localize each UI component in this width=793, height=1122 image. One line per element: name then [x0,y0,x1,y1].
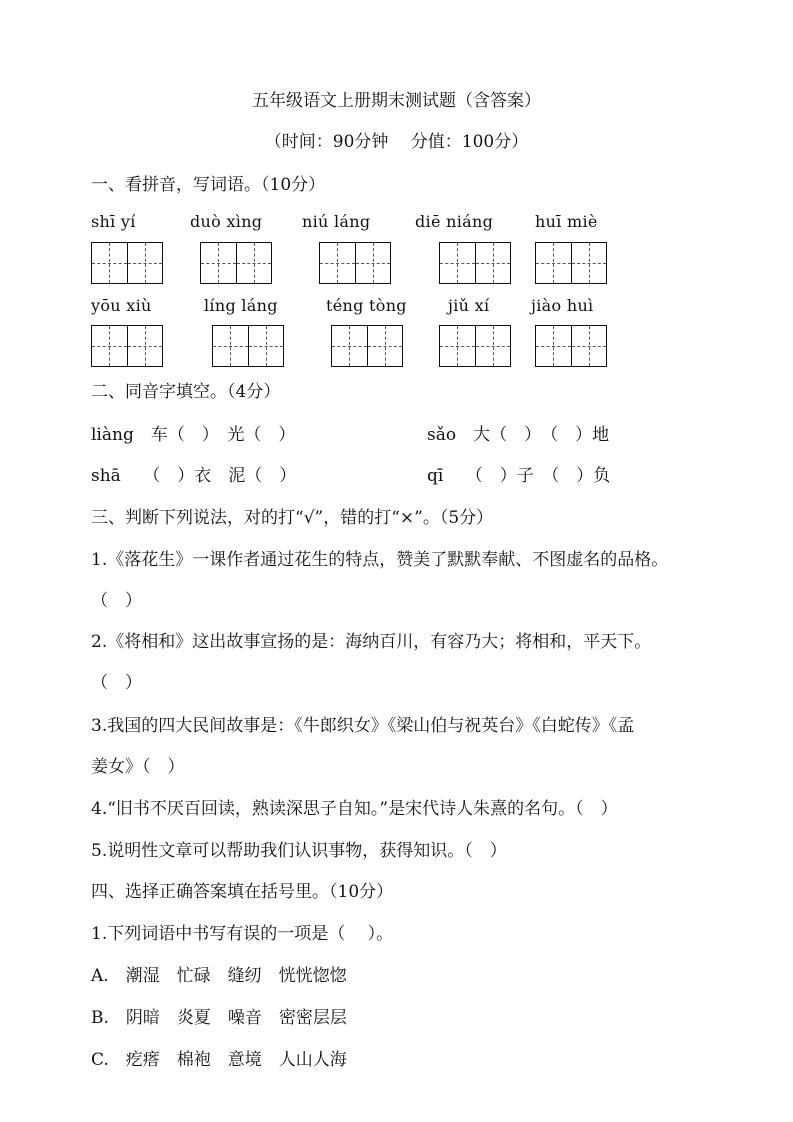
judgement-3: 3.我国的四大民间故事是：《牛郎织女》《梁山伯与祝英台》《白蛇传》《孟 [91,716,635,736]
writing-grid[interactable] [439,242,511,284]
pinyin-9: jiǔ xí [448,296,490,315]
pinyin-2: duò xìng [190,212,263,231]
pinyin-5: huī miè [535,212,598,231]
writing-grid[interactable] [212,325,284,367]
writing-grid[interactable] [91,242,163,284]
judgement-1-answer[interactable]: （ ） [91,591,142,611]
writing-grid[interactable] [319,242,391,284]
judgement-5: 5.说明性文章可以帮助我们认识事物，获得知识。（ ） [91,841,507,861]
pinyin-7: líng láng [204,296,278,315]
homophone-line-1-left: liàng 车（ ） 光（ ） [91,425,296,445]
pinyin-10: jiào huì [531,296,594,315]
writing-grid[interactable] [535,242,607,284]
section-2-heading: 二、同音字填空。（4分） [91,382,281,402]
section-3-heading: 三、判断下列说法，对的打“√”，错的打“×”。（5分） [91,508,494,528]
option-c[interactable]: C. 疙瘩 棉袍 意境 人山人海 [91,1050,347,1070]
pinyin-8: téng tòng [326,296,407,315]
page-title: 五年级语文上册期末测试题（含答案） [252,91,541,111]
writing-grid[interactable] [331,325,403,367]
section-4-heading: 四、选择正确答案填在括号里。（10分） [91,882,394,902]
section-1-heading: 一、看拼音，写词语。（10分） [91,175,326,195]
writing-grid[interactable] [439,325,511,367]
homophone-line-1-right: sǎo 大（ ） （ ）地 [427,425,610,445]
judgement-4: 4.“旧书不厌百回读，熟读深思子自知。”是宋代诗人朱熹的名句。（ ） [91,799,618,819]
pinyin-4: diē niáng [415,212,494,231]
judgement-2: 2.《将相和》这出故事宣扬的是：海纳百川，有容乃大；将相和，平天下。 [91,632,652,652]
homophone-line-2-right: qī （ ）子 （ ）负 [427,466,611,486]
judgement-1: 1.《落花生》一课作者通过花生的特点，赞美了默默奉献、不图虚名的品格。 [91,550,669,570]
pinyin-1: shī yí [91,212,136,231]
homophone-line-2-left: shā （ ）衣 泥（ ） [91,466,297,486]
choice-question-1: 1.下列词语中书写有误的一项是（ ）。 [91,924,394,944]
writing-grid[interactable] [535,325,607,367]
writing-grid[interactable] [91,325,163,367]
pinyin-6: yōu xiù [91,296,152,315]
pinyin-3: niú láng [302,212,371,231]
judgement-3-cont: 姜女》（ ） [91,757,185,777]
option-b[interactable]: B. 阴暗 炎夏 噪音 密密层层 [91,1008,347,1028]
exam-info: （时间：90分钟 分值：100分） [264,132,529,152]
writing-grid[interactable] [200,242,272,284]
judgement-2-answer[interactable]: （ ） [91,673,142,693]
option-a[interactable]: A. 潮湿 忙碌 缝纫 恍恍惚惚 [91,966,347,986]
